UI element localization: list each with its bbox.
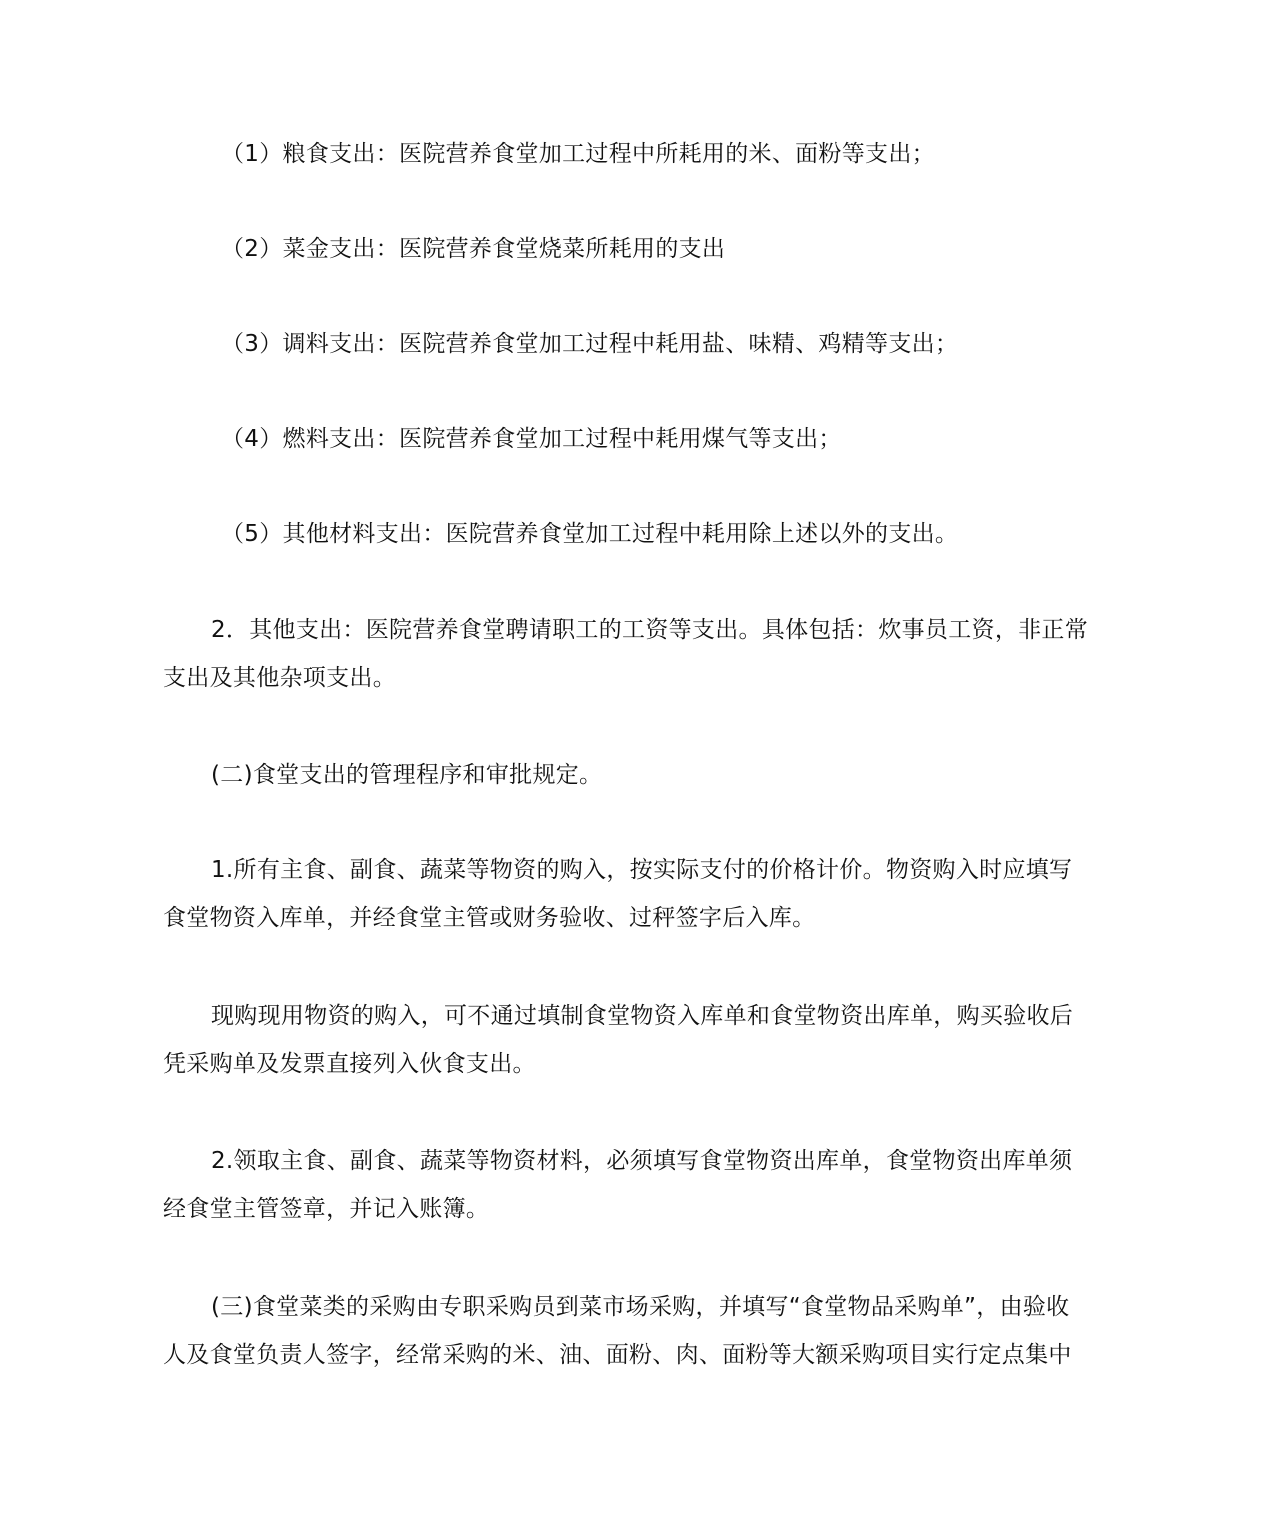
paragraph-section-three-procurement (163, 1283, 1123, 1379)
text-line: 2．其他支出：医院营养食堂聘请职工的工资等支出。具体包括：炊事员工资，非正常 (211, 617, 1089, 643)
text-line: （3）调料支出：医院营养食堂加工过程中耗用盐、味精、鸡精等支出； (221, 331, 959, 357)
paragraph-seasoning-expense (163, 320, 1181, 368)
text-line: 人及食堂负责人签字，经常采购的米、油、面粉、肉、面粉等大额采购项目实行定点集中 (163, 1342, 1072, 1368)
text-line: 食堂物资入库单，并经食堂主管或财务验收、过秤签字后入库。 (163, 905, 816, 931)
paragraph-vegetable-expense (163, 225, 1181, 273)
text-line: 支出及其他杂项支出。 (163, 665, 396, 691)
paragraph-other-expense (163, 606, 1123, 702)
text-line: 1.所有主食、副食、蔬菜等物资的购入，按实际支付的价格计价。物资购入时应填写 (211, 857, 1073, 883)
paragraph-other-material-expense (163, 510, 1181, 558)
paragraph-immediate-use-purchase (163, 992, 1123, 1088)
text-line: 2.领取主食、副食、蔬菜等物资材料，必须填写食堂物资出库单，食堂物资出库单须 (211, 1148, 1073, 1174)
text-line: （4）燃料支出：医院营养食堂加工过程中耗用煤气等支出； (221, 426, 842, 452)
text-line: 现购现用物资的购入，可不通过填制食堂物资入库单和食堂物资出库单，购买验收后 (211, 1003, 1074, 1029)
paragraph-fuel-expense (163, 415, 1181, 463)
text-line: (二)食堂支出的管理程序和审批规定。 (211, 762, 603, 788)
text-line: （5）其他材料支出：医院营养食堂加工过程中耗用除上述以外的支出。 (221, 521, 959, 547)
paragraph-grain-expense (163, 130, 1181, 178)
text-line: 经食堂主管签章，并记入账簿。 (163, 1196, 490, 1222)
paragraph-material-withdrawal (163, 1137, 1123, 1233)
text-line: 凭采购单及发票直接列入伙食支出。 (163, 1051, 536, 1077)
paragraph-purchase-pricing (163, 846, 1123, 942)
text-line: （1）粮食支出：医院营养食堂加工过程中所耗用的米、面粉等支出； (221, 141, 935, 167)
text-line: (三)食堂菜类的采购由专职采购员到菜市场采购，并填写“食堂物品采购单”，由验收 (211, 1294, 1070, 1320)
paragraph-section-two-heading (163, 751, 1123, 799)
text-line: （2）菜金支出：医院营养食堂烧菜所耗用的支出 (221, 236, 726, 262)
